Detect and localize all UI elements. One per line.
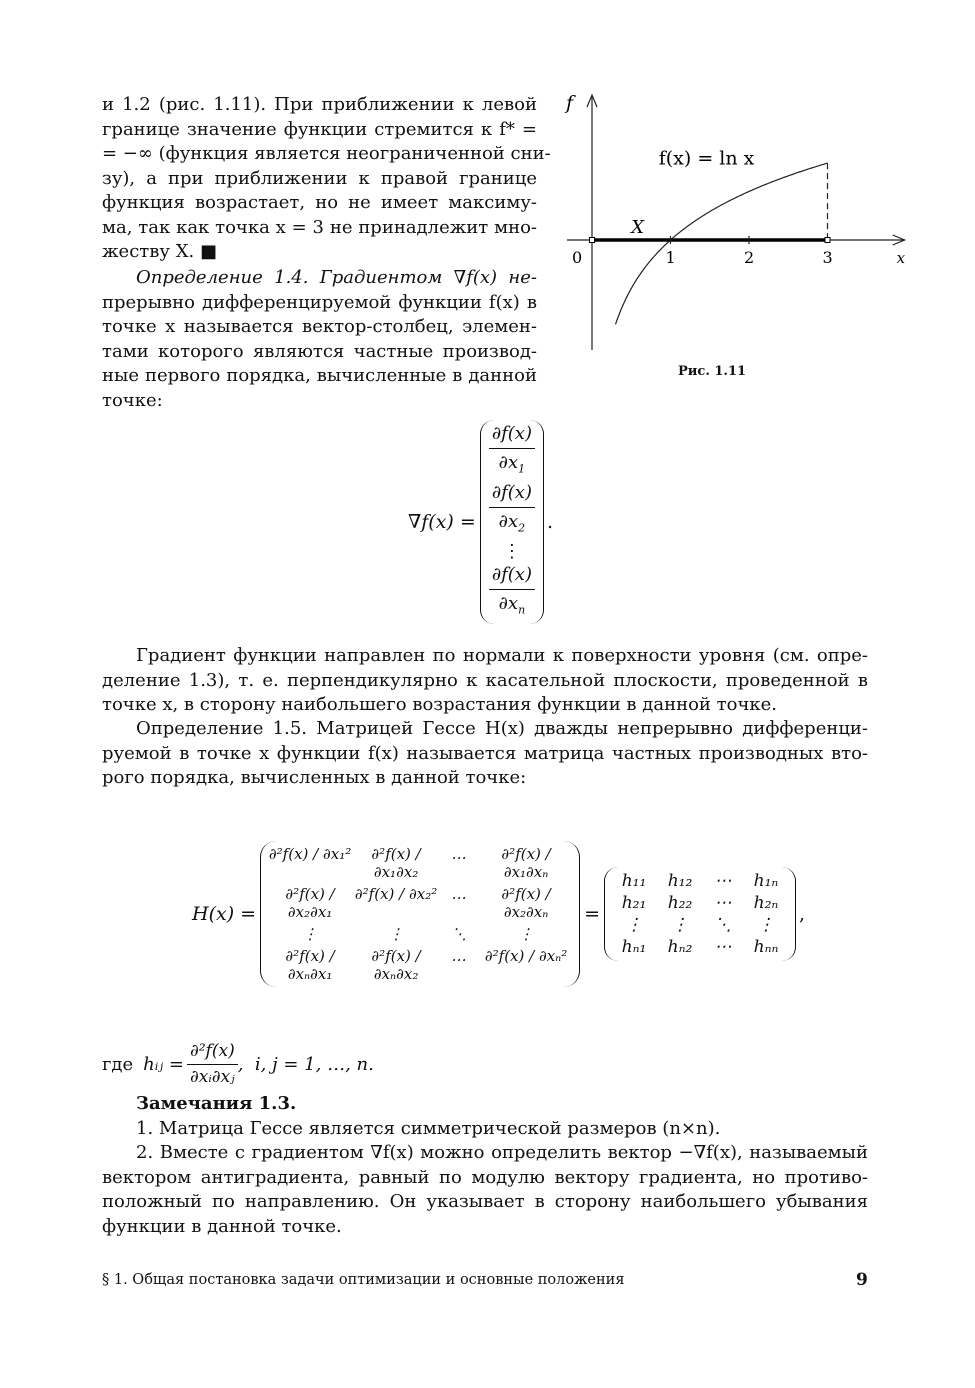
page-number: 9 <box>856 1270 868 1290</box>
gradient-formula <box>408 424 553 620</box>
entry-numerator: ∂f(x) <box>489 481 535 508</box>
hessian-cell: ∂²f(x) / ∂x₁∂xₙ <box>501 845 551 881</box>
h-cell: ⋯ <box>714 871 732 891</box>
gradient-entry <box>489 563 535 623</box>
hessian-lhs: H(x) = <box>192 903 257 925</box>
figure-ln-plot <box>555 85 906 360</box>
remarks-title: Замечания 1.3. <box>136 1093 297 1114</box>
hessian-cell: ∂²f(x) / ∂x₁∂x₂ <box>371 845 421 881</box>
hessian-cell: ∂²f(x) / ∂x₂∂x₁ <box>285 885 335 921</box>
h-cell: h₂₁ <box>621 893 647 913</box>
entry-denominator <box>496 590 529 623</box>
definition-1-5 <box>102 717 868 791</box>
hessian-cell: ∂²f(x) / ∂xₙ∂x₂ <box>371 947 421 983</box>
h-cell: ⋱ <box>714 915 732 935</box>
h-cell: hₙ₂ <box>667 937 693 957</box>
hessian-cell: … <box>451 947 467 965</box>
intro-line: функция возрастает, но не имеет максиму- <box>102 192 537 213</box>
intro-line: = −∞ (функция является неограниченной сни- <box>102 143 551 164</box>
where-suffix: , i, j = 1, …, n. <box>237 1053 374 1075</box>
definition-line: тами которого являются частные производ- <box>102 340 537 362</box>
intro-line: зу), а при приближении к правой границе <box>102 167 537 189</box>
remark-item-1: 1. Матрица Гессе является симметрической размеров (n×n). <box>136 1118 721 1139</box>
entry-sub: 2 <box>518 521 526 535</box>
tick-label: 0 <box>572 248 583 267</box>
tick-label: 3 <box>822 248 833 267</box>
hessian-cell: ⋮ <box>388 925 404 943</box>
intro-line: и 1.2 (рис. 1.11). При приближении к левой <box>102 94 537 115</box>
function-label: f(x) = ln x <box>658 147 755 170</box>
where-lhs: hᵢⱼ = <box>143 1053 184 1075</box>
gradient-paragraph <box>102 644 868 718</box>
left-endpoint-marker <box>590 238 595 243</box>
remark-line: положный по направлению. Он указывает в сторону наибольшего убывания <box>102 1191 868 1212</box>
definition-line: точке: <box>102 389 163 411</box>
figure-axes <box>567 95 905 350</box>
hessian-cell: ∂²f(x) / ∂x₂∂xₙ <box>501 885 551 921</box>
intro-paragraph <box>102 93 551 265</box>
h-cell: hₙₙ <box>753 937 779 957</box>
definition-line: ные первого порядка, вычисленные в данной <box>102 365 537 386</box>
definition-line: точке x называется вектор-столбец, элемен- <box>102 316 537 337</box>
h-cell: h₂ₙ <box>753 893 779 913</box>
entry-numerator: ∂f(x) <box>489 422 535 449</box>
where-denominator: ∂xᵢ∂xⱼ <box>189 1066 235 1087</box>
h-cell: ⋮ <box>757 915 775 935</box>
x-axis-label: x <box>896 249 906 267</box>
h-cell: ⋯ <box>714 937 732 957</box>
hessian-cell: ∂²f(x) / ∂xₙ∂x₁ <box>285 947 335 983</box>
entry-den-text: ∂x <box>498 592 519 614</box>
hessian-formula <box>192 806 805 1022</box>
figure-caption: Рис. 1.11 <box>678 364 747 379</box>
definition-line: Определение 1.4. Градиентом ∇f(x) не- <box>136 267 537 288</box>
intro-line: ма, так как точка x = 3 не принадлежит мно- <box>102 216 537 238</box>
h-cell: ⋮ <box>671 915 689 935</box>
definition-line: руемой в точке x функции f(x) называется матрица частных производных вто- <box>102 742 868 764</box>
hessian-equals: = <box>584 903 600 925</box>
gradient-entry <box>489 481 535 541</box>
definition-line: прерывно дифференцируемой функции f(x) в <box>102 291 537 313</box>
where-prefix: где <box>102 1053 134 1075</box>
right-endpoint-marker <box>825 238 830 243</box>
entry-den-text: ∂x <box>498 511 519 533</box>
where-numerator: ∂²f(x) <box>187 1041 238 1065</box>
entry-denominator <box>496 508 528 541</box>
remark-line: вектором антиградиента, равный по модулю вектору градиента, но противо- <box>102 1166 868 1188</box>
remark-line: 2. Вместе с градиентом ∇f(x) можно определить вектор −∇f(x), называемый <box>136 1142 868 1163</box>
definition-line: Определение 1.5. Матрицей Гессе H(x) дважды непрерывно дифференци- <box>136 718 868 739</box>
gradient-vdots: ⋮ <box>502 540 521 562</box>
definition-1-4 <box>102 266 537 413</box>
entry-numerator: ∂f(x) <box>489 563 535 590</box>
h-cell: h₁₂ <box>667 871 693 891</box>
hessian-cell: … <box>451 845 467 863</box>
h-cell: h₁ₙ <box>753 871 779 891</box>
hessian-cell: … <box>451 885 467 903</box>
entry-sub: n <box>518 603 526 617</box>
entry-den-text: ∂x <box>498 451 519 473</box>
hessian-full-matrix <box>260 841 580 987</box>
entry-sub: 1 <box>518 462 526 476</box>
intro-line: границе значение функции стремится к f* = <box>102 118 537 140</box>
remark-line: функции в данной точке. <box>102 1215 342 1237</box>
paragraph-line: точке x, в сторону наибольшего возрастания функции в данной точке. <box>102 694 777 715</box>
hessian-cell: ∂²f(x) / ∂x₁² <box>268 845 352 863</box>
definition-line: рого порядка, вычисленных в данной точке: <box>102 767 527 788</box>
hessian-comma: , <box>799 903 806 925</box>
hessian-cell: ⋱ <box>451 925 467 943</box>
gradient-entry <box>489 422 535 482</box>
ln-curve <box>616 163 828 324</box>
intro-line: жеству X. ■ <box>102 241 217 262</box>
gradient-lhs: ∇f(x) = <box>408 511 476 533</box>
h-cell: hₙ₁ <box>621 937 647 957</box>
tick-label: 2 <box>744 248 755 267</box>
hessian-cell: ∂²f(x) / ∂xₙ² <box>484 947 568 965</box>
tick-label: 1 <box>665 248 676 267</box>
remark-item-2 <box>102 1141 868 1239</box>
h-cell: ⋮ <box>625 915 643 935</box>
h-cell: h₁₁ <box>621 871 647 891</box>
gradient-vector <box>480 420 544 625</box>
hessian-cell: ∂²f(x) / ∂x₂² <box>354 885 438 903</box>
set-label: X <box>631 217 645 238</box>
where-line <box>102 1036 374 1092</box>
h-cell: ⋯ <box>714 893 732 913</box>
hessian-cell: ⋮ <box>518 925 534 943</box>
h-cell: h₂₂ <box>667 893 693 913</box>
entry-denominator <box>496 449 528 482</box>
hessian-cell: ⋮ <box>302 925 318 943</box>
y-axis-label: f <box>566 92 574 114</box>
gradient-period: . <box>546 511 554 533</box>
paragraph-line: деление 1.3), т. е. перпендикулярно к касательной плоскости, проведенной в <box>102 669 868 691</box>
where-fraction <box>187 1041 238 1088</box>
hessian-compact-matrix <box>604 867 796 961</box>
running-footer: § 1. Общая постановка задачи оптимизации и основные положения <box>102 1272 625 1288</box>
paragraph-line: Градиент функции направлен по нормали к поверхности уровня (см. опре- <box>136 645 868 666</box>
